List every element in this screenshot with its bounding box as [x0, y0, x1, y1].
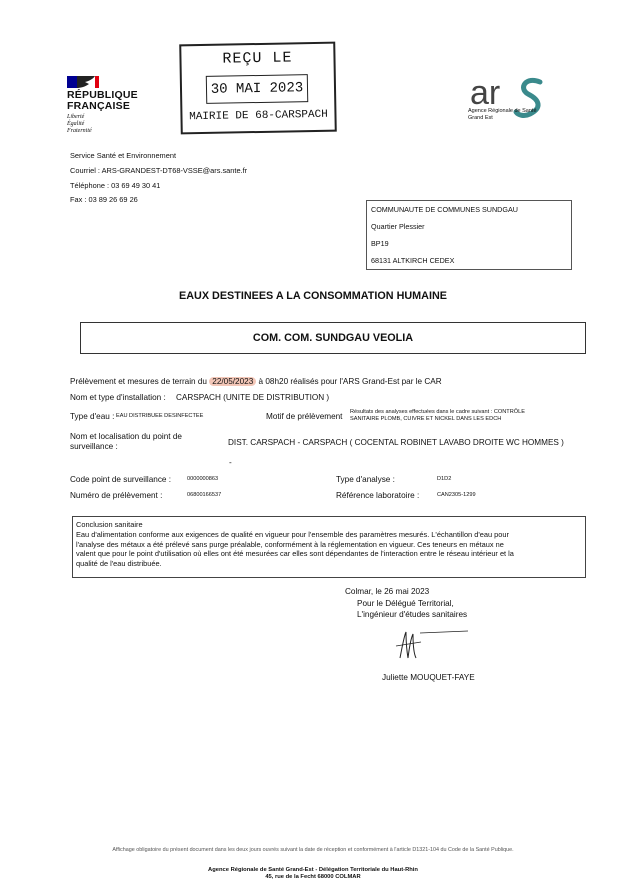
footer-agency: Agence Régionale de Santé Grand-Est - Délégation Territoriale du Haut-Rhin — [208, 867, 418, 873]
prelevement-suffix: à 08h20 réalisés pour l'ARS Grand-Est par le CAR — [258, 377, 442, 386]
marianne-logo-icon — [67, 76, 113, 88]
prelevement-date: 22/05/2023 — [209, 377, 256, 386]
stamp-date: 30 MAI 2023 — [206, 74, 308, 104]
prelevement-prefix: Prélèvement et mesures de terrain du — [70, 377, 207, 386]
type-analyse-label: Type d'analyse : — [336, 475, 395, 484]
conclusion-line: qualité de l'eau distribuée. — [76, 558, 162, 568]
conclusion-title: Conclusion sanitaire — [76, 520, 143, 529]
signature-stroke-icon — [420, 630, 468, 634]
address-line: 68131 ALTKIRCH CEDEX — [371, 256, 455, 265]
conclusion-line: valent que pour le point d'utilisation où elles ont été mesurées car elles sont dépendantes de l'interaction entre le réseau intérieur et la — [76, 549, 514, 559]
nom-type-value: CARSPACH (UNITE DE DISTRIBUTION ) — [176, 393, 330, 402]
footer-notice: Affichage obligatoire du présent document dans les deux jours ouvrés suivant la date de réception et conformément à l'article D1321-104 du Code de la Santé Publique. — [112, 847, 514, 853]
ref-labo-value: CAN2305-1299 — [437, 492, 476, 498]
motif-value-1: Résultats des analyses effectuées dans le cadre suivant : CONTRÔLE — [350, 409, 525, 415]
ars-sub-line: Grand Est — [468, 115, 493, 121]
nom-type-label: Nom et type d'installation : — [70, 393, 166, 402]
conclusion-box — [72, 516, 586, 578]
ref-labo-label: Référence laboratoire : — [336, 491, 420, 500]
localisation-label-2: surveillance : — [70, 442, 118, 451]
signature-for-line: Pour le Délégué Territorial, — [357, 599, 454, 608]
motto-line: Fraternité — [67, 128, 92, 134]
republique-francaise-title — [67, 90, 138, 112]
motto-line: Liberté — [67, 114, 85, 120]
service-name: Service Santé et Environnement — [70, 151, 176, 160]
stamp-title: REÇU LE — [222, 49, 293, 68]
signature-place-date: Colmar, le 26 mai 2023 — [345, 587, 430, 596]
installation-name-box: COM. COM. SUNDGAU VEOLIA — [80, 322, 586, 354]
conclusion-line: l'analyse des métaux a été prélevé sans purge préalable, conformément à la réglementation en vigueur. Ces teneurs en métaux ne — [76, 539, 504, 549]
type-eau-label: Type d'eau : — [70, 412, 115, 421]
rf-title-line: RÉPUBLIQUE — [67, 89, 138, 101]
motif-label: Motif de prélèvement — [266, 412, 343, 421]
address-line: COMMUNAUTE DE COMMUNES SUNDGAU — [371, 205, 518, 214]
conclusion-body — [76, 530, 580, 568]
footer-agency-block — [0, 867, 626, 881]
code-point-label: Code point de surveillance : — [70, 475, 172, 484]
conclusion-line: Eau d'alimentation conforme aux exigences de qualité en vigueur pour l'ensemble des paramètres mesurés. L'échantillon d'eau pour — [76, 530, 509, 539]
signatory-name: Juliette MOUQUET-FAYE — [382, 673, 475, 682]
fax: Fax : 03 89 26 69 26 — [70, 195, 138, 204]
type-analyse-value: D1D2 — [437, 476, 452, 482]
svg-text:ar: ar — [470, 74, 501, 112]
num-prelevement-label: Numéro de prélèvement : — [70, 491, 163, 500]
prelevement-line — [70, 377, 442, 386]
address-line: BP19 — [371, 239, 389, 248]
recipient-address-box — [366, 200, 572, 270]
motto-line: Égalité — [67, 121, 85, 127]
republique-motto — [67, 114, 92, 135]
courriel: Courriel : ARS-GRANDEST-DT68-VSSE@ars.sante.fr — [70, 166, 248, 175]
localisation-label-1: Nom et localisation du point de — [70, 432, 182, 441]
localisation-value: DIST. CARSPACH - CARSPACH ( COCENTAL ROBINET LAVABO DROITE WC HOMMES ) — [228, 438, 564, 447]
code-point-value: 0000000863 — [187, 476, 219, 482]
motif-value-2: SANITAIRE PLOMB, CUIVRE ET NICKEL DANS LES EDCH — [350, 416, 502, 422]
signature-role-line: L'ingénieur d'études sanitaires — [357, 610, 468, 619]
ars-subtitle — [468, 108, 537, 122]
telephone: Téléphone : 03 69 49 30 41 — [70, 181, 161, 190]
address-line: Quartier Plessier — [371, 222, 425, 231]
handwritten-signature-icon — [394, 628, 422, 662]
document-title: EAUX DESTINEES A LA CONSOMMATION HUMAINE — [179, 290, 447, 302]
received-stamp — [179, 42, 337, 135]
ars-sub-line: Agence Régionale de Santé — [468, 108, 537, 114]
type-eau-value: EAU DISTRIBUEE DESINFECTEE — [116, 413, 204, 419]
rf-title-line: FRANÇAISE — [67, 100, 131, 112]
localisation-dash: - — [229, 458, 232, 467]
num-prelevement-value: 06800166537 — [187, 492, 222, 498]
footer-address: 45, rue de la Fecht 68000 COLMAR — [265, 874, 361, 880]
stamp-mairie: MAIRIE DE 68-CARSPACH — [189, 108, 328, 124]
